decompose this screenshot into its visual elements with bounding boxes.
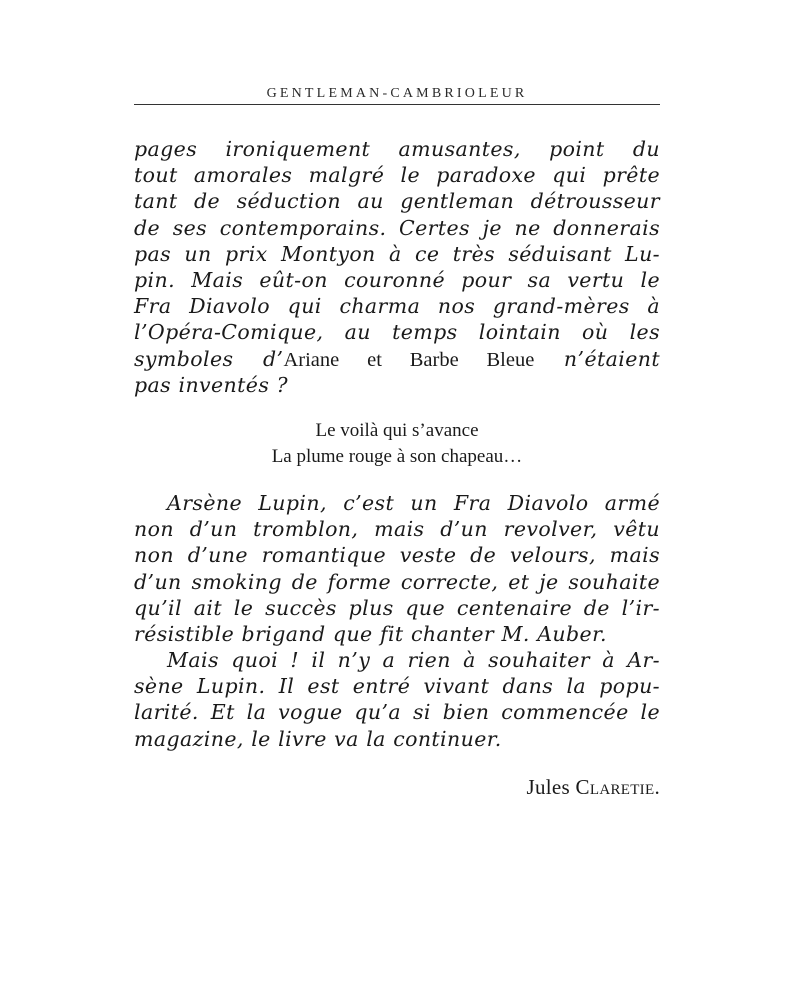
text-fragment: n’étaient xyxy=(534,346,660,371)
text-line: pas inventés ? xyxy=(134,372,289,397)
text-line: pin. Mais eût-on couronné pour sa vertu le xyxy=(134,267,660,292)
text-line: tout amorales malgré le paradoxe qui prête xyxy=(134,163,660,188)
text-line: de ses contemporains. Certes je ne donnerais xyxy=(134,215,660,240)
text-line: qu’il ait le succès plus que centenaire de l’ir- xyxy=(134,595,660,620)
text-line: Fra Diavolo qui charma nos grand-mères à xyxy=(134,294,660,319)
paragraph-2 xyxy=(134,490,660,647)
signature-first-name: Jules xyxy=(526,775,570,799)
paragraph-1 xyxy=(134,136,660,398)
verse-quote xyxy=(134,418,660,470)
running-title: GENTLEMAN-CAMBRIOLEUR xyxy=(266,86,528,101)
text-line: Mais quoi ! il n’y a rien à souhaiter à Ar- xyxy=(167,648,660,672)
roman-title-fragment: Ariane et Barbe Bleue xyxy=(283,348,535,371)
book-page xyxy=(134,0,660,1000)
text-line: l’Opéra-Comique, au temps lointain où les xyxy=(134,320,660,345)
text-line: pas un prix Montyon à ce très séduisant Lu- xyxy=(134,241,660,266)
text-line: Arsène Lupin, c’est un Fra Diavolo armé xyxy=(167,491,660,515)
signature-last-name: Claretie xyxy=(575,775,655,799)
verse-line: Le voilà qui s’avance xyxy=(315,420,479,441)
signature-period: . xyxy=(654,775,660,799)
text-line: larité. Et la vogue qu’a si bien commencée le xyxy=(134,700,660,725)
text-line: non d’une romantique veste de velours, mais xyxy=(134,543,660,568)
text-line: d’un smoking de forme correcte, et je souhaite xyxy=(134,569,660,594)
text-fragment: symboles d’ xyxy=(134,346,284,371)
text-line: tant de séduction au gentleman détrousseur xyxy=(134,189,660,214)
text-line-mixed xyxy=(134,346,660,372)
text-line: résistible brigand que fit chanter M. Auber. xyxy=(134,621,607,646)
header-rule xyxy=(134,104,660,105)
verse-line: La plume rouge à son chapeau… xyxy=(271,446,523,467)
text-line: magazine, le livre va la continuer. xyxy=(134,726,502,751)
paragraph-3 xyxy=(134,647,660,752)
text-line: sène Lupin. Il est entré vivant dans la popu- xyxy=(134,674,660,699)
signature xyxy=(526,775,660,800)
text-line: pages ironiquement amusantes, point du xyxy=(134,137,660,161)
text-line: non d’un tromblon, mais d’un revolver, vêtu xyxy=(134,517,660,542)
